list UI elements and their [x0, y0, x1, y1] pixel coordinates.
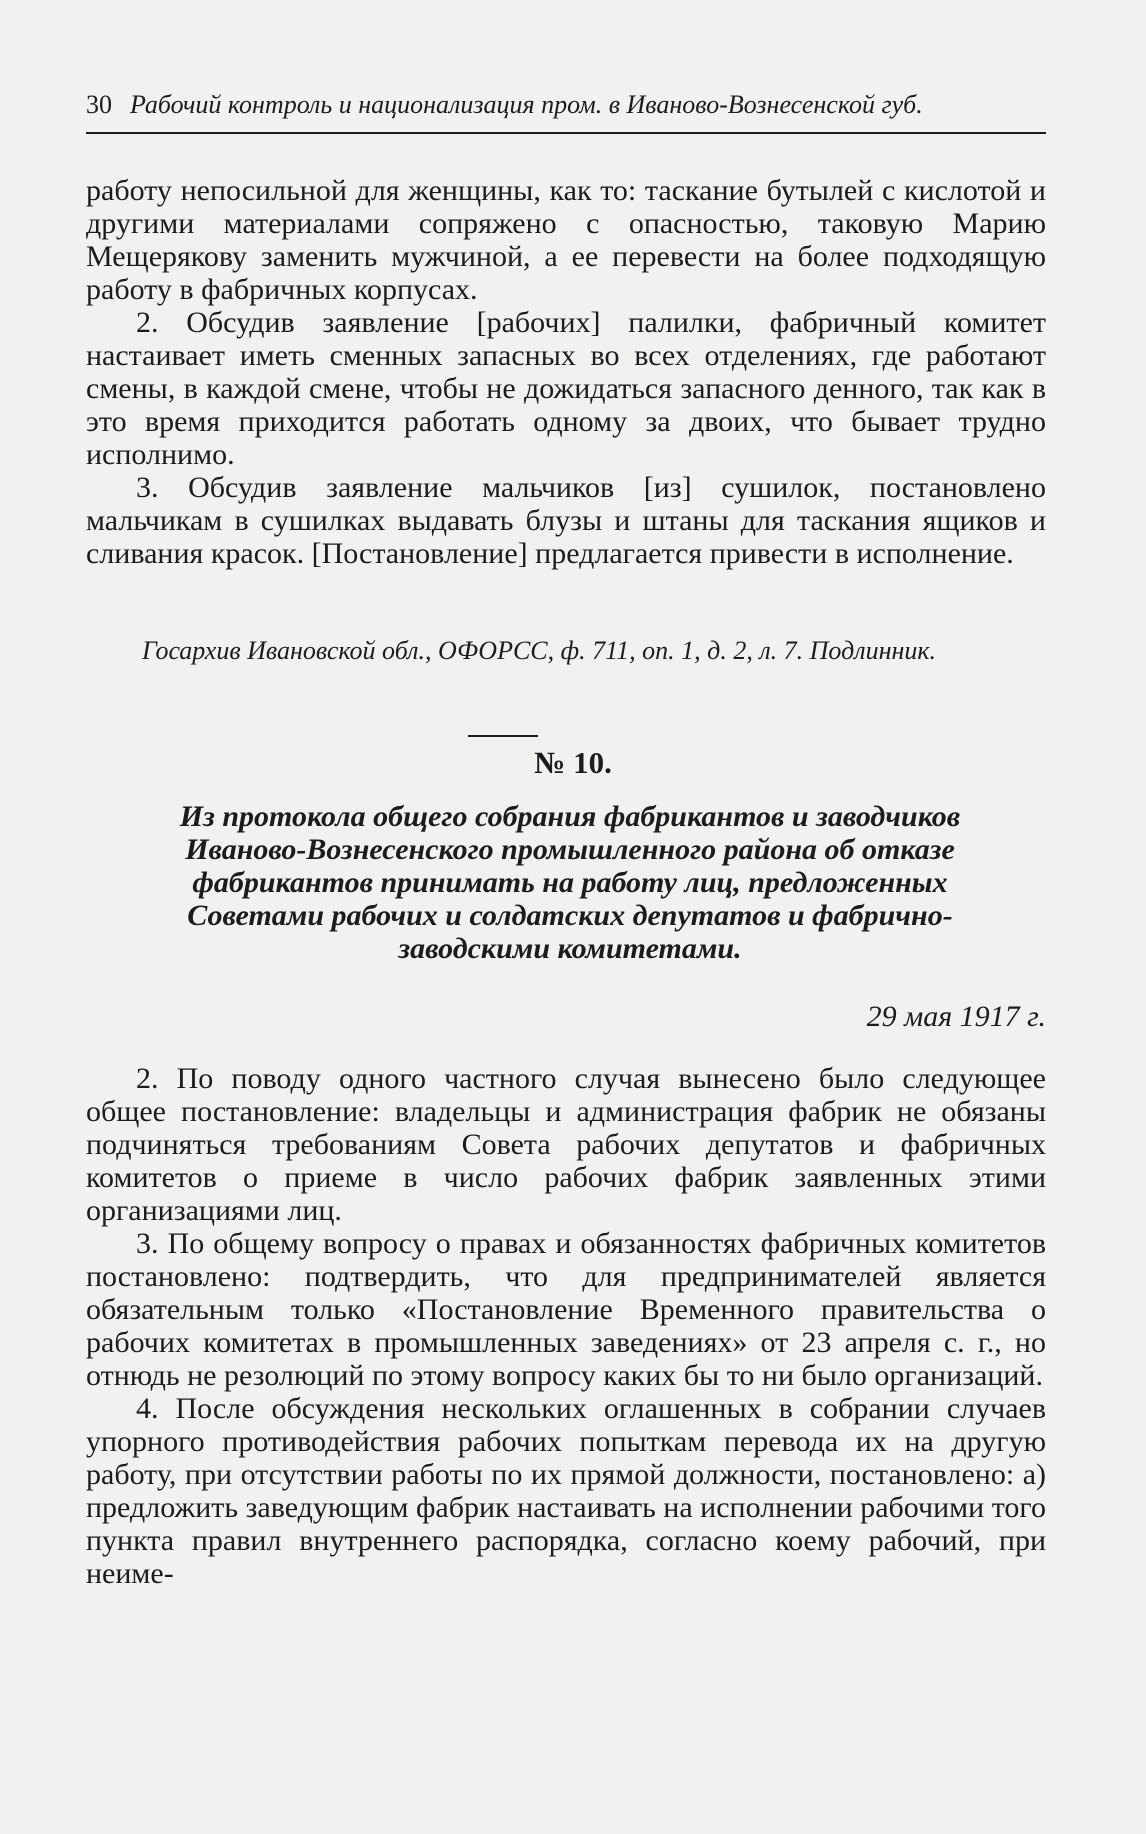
document-number-label: № 10.: [534, 745, 612, 780]
running-title: Рабочий контроль и национализация пром. в Иваново-Вознесенской губ.: [130, 90, 923, 119]
running-header: [86, 90, 1046, 130]
archive-source-note: Госархив Ивановской обл., ОФОРСС, ф. 711, оп. 1, д. 2, л. 7. Подлинник.: [142, 636, 937, 665]
number-rule: [468, 735, 538, 737]
document-date: 29 мая 1917 г.: [866, 1000, 1046, 1033]
resolution-item-2: 2. По поводу одного частного случая вынесено было следующее общее постановление: владельцы и администрация фабрик не обязаны подчиняться требованиям Совета рабочих депутатов и фабричных комитетов о приеме в число рабочих фабрик заявленных этими организациями лиц.: [86, 1062, 1046, 1227]
paragraph-item-2: 2. Обсудив заявление [рабочих] палилки, фабричный комитет настаивает иметь сменных запасных во всех отделениях, где работают смены, в каждой смене, чтобы не дожидаться запасного денного, так как в это время приходится работать одному за двоих, что бывает трудно исполнимо.: [86, 306, 1046, 471]
paragraph-item-3: 3. Обсудив заявление мальчиков [из] сушилок, постановлено мальчикам в сушилках выдавать блузы и штаны для таскания ящиков и сливания красок. [Постановление] предлагается привести в исполнение.: [86, 471, 1046, 570]
top-section: [86, 174, 1046, 570]
header-rule: [86, 132, 1046, 134]
paragraph-continuation: работу непосильной для женщины, как то: таскание бутылей с кислотой и другими материалами сопряжено с опасностью, таковую Марию Мещерякову заменить мужчиной, а ее перевести на более подходящую работу в фабричных корпусах.: [86, 174, 1046, 306]
document-number: [0, 735, 1146, 781]
resolution-item-3: 3. По общему вопросу о правах и обязанностях фабричных комитетов постановлено: подтвердить, что для предпринимателей является обязательным только «Постановление Временного правительства о рабочих комитетах в промышленных заведениях» от 23 апреля с. г., но отнюдь не резолюций по этому вопросу каких бы то ни было организаций.: [86, 1227, 1046, 1392]
resolution-item-4: 4. После обсуждения нескольких оглашенных в собрании случаев упорного противодействия рабочих попыткам перевода их на другую работу, при отсутствии работы по их прямой должности, постановлено: а) предложить заведующим фабрик настаивать на исполнении рабочими того пункта правил внутреннего распорядка, согласно коему рабочий, при неиме-: [86, 1392, 1046, 1590]
document-title: Из протокола общего собрания фабрикантов и заводчиков Иваново-Вознесенского промышленного района об отказе фабрикантов принимать на работу лиц, предложенных Советами рабочих и солдатских депутатов и фабрично-заводскими комитетами.: [179, 800, 961, 965]
bottom-section: [86, 1062, 1046, 1590]
page-number: 30: [86, 90, 112, 119]
